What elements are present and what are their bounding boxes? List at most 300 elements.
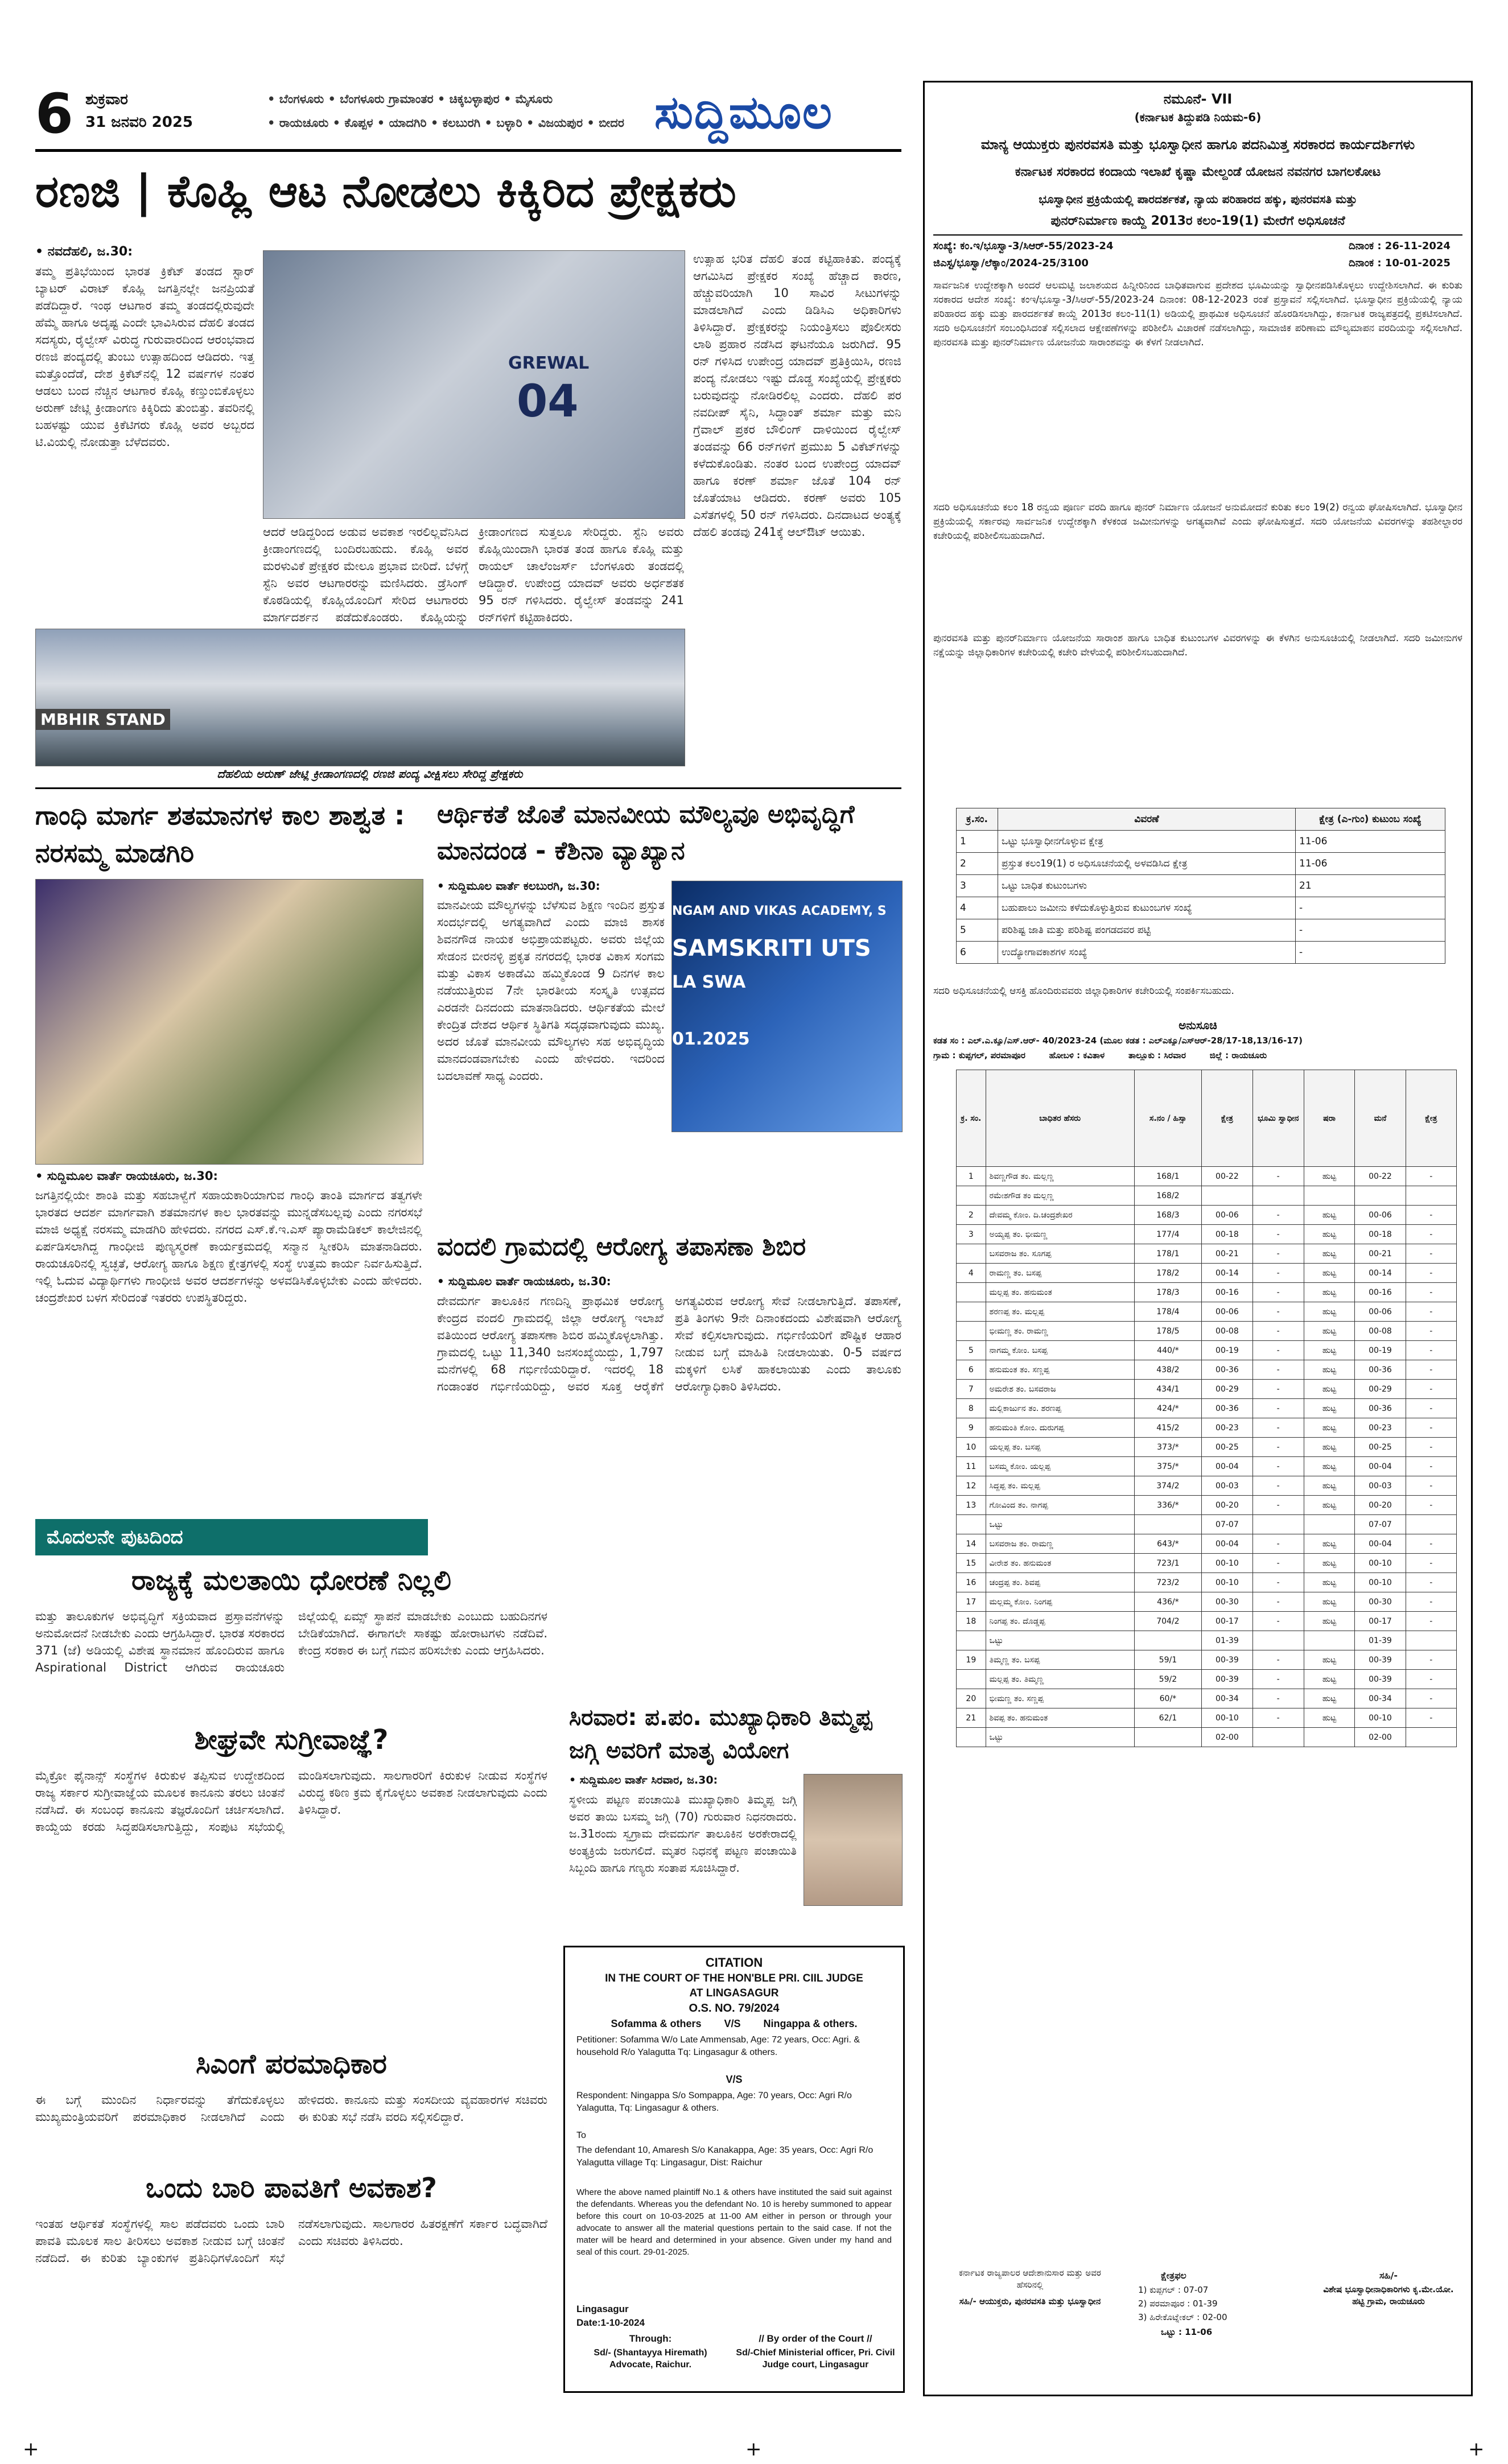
lead-col1: ತಮ್ಮ ಪ್ರತಿಭೆಯಿಂದ ಭಾರತ ಕ್ರಿಕೆಟ್ ತಂಡದ ಸ್ಟಾರ್ ಬ್ಯಾಟರ್ ವಿರಾಟ್ ಕೊಹ್ಲಿ ಜಗತ್ತಿನಲ್ಲೇ ಜನಪ್ರಿಯತೆ ಪಡೆದಿದ್ದಾರೆ. ಇಂಥ ಆಟಗಾರ ತಮ್ಮ ತಂಡದಲ್ಲಿರುವುದೇ ಹೆಮ್ಮೆ ಹಾಗೂ ಅದೃಷ್ಟ ಎಂದೇ ಭಾವಿಸಿರುವ ದೆಹಲಿ ತಂಡದ ಸದಸ್ಯರು, ರೈಲ್ವೇಸ್ ವಿರುದ್ಧ ಗುರುವಾರದಿಂದ ಆರಂಭವಾದ ರಣಜಿ ಪಂದ್ಯದಲ್ಲಿ ತುಂಬು ಉತ್ಸಾಹದಿಂದ ಆಡಿದರು. ಇತ್ತ ಮತ್ತೊಂದೆಡೆ, ದೇಶ ಕ್ರಿಕೆಟ್‌ನಲ್ಲಿ 12 ವರ್ಷಗಳ ನಂತರ ಆಡಲು ಬಂದ ನೆಚ್ಚಿನ ಆಟಗಾರ ಕೊಹ್ಲಿ ಕಣ್ತುಂಬಿಕೊಳ್ಳಲು ಅರುಣ್ ಜೇಟ್ಲಿ ಕ್ರೀಡಾಂಗಣ ಕಿಕ್ಕಿರಿದು ತುಂಬಿತ್ತು. ತವರಿನಲ್ಲಿ ಬಹಳಷ್ಟು ಯುವ ಕ್ರಿಕೆಟಿಗರು ಕೊಹ್ಲಿ ಅವರ ಅಬ್ಬರದ ಟಿ.ವಿಯಲ್ಲಿ ನೋಡುತ್ತಾ ಬೆಳೆದವರು. bbox=[35, 265, 254, 449]
table-cell: 168/3 bbox=[1134, 1206, 1202, 1225]
table-cell: ಯಲ್ಲಪ್ಪ ತಂ. ಬಸಪ್ಪ bbox=[986, 1438, 1134, 1457]
citation-parties: Sofamma & others V/S Ningappa & others. bbox=[611, 2018, 858, 2029]
table-cell: 168/2 bbox=[1134, 1186, 1202, 1206]
ondu-body: ಇಂತಹ ಆರ್ಥಿಕತೆ ಸಂಸ್ಥೆಗಳಲ್ಲಿ ಸಾಲ ಪಡೆದವರು ಒಂದು ಬಾರಿ ಪಾವತಿ ಮೂಲಕ ಸಾಲ ತೀರಿಸಲು ಅವಕಾಶ ನೀಡುವ ಬಗ್ಗೆ ಚಿಂತನೆ ನಡೆದಿದೆ. ಈ ಕುರಿತು ಬ್ಯಾಂಕುಗಳ ಪ್ರತಿನಿಧಿಗಳೊಂದಿಗೆ ಸಭೆ ನಡೆಸಲಾಗುವುದು. ಸಾಲಗಾರರ ಹಿತರಕ್ಷಣೆಗೆ ಸರ್ಕಾರ ಬದ್ಧವಾಗಿದೆ ಎಂದು ಸಚಿವರು ತಿಳಿಸಿದರು. bbox=[35, 2217, 547, 2265]
table-cell: ಬಹುಪಾಲು ಜಮೀನು ಕಳೆದುಕೊಳ್ಳುತ್ತಿರುವ ಕುಟುಂಬಗಳ ಸಂಖ್ಯೆ bbox=[998, 897, 1296, 919]
table-row bbox=[957, 919, 1445, 942]
summary-header-row bbox=[957, 808, 1445, 831]
table-cell: - bbox=[1252, 1225, 1304, 1244]
table-cell: 00-08 bbox=[1355, 1322, 1406, 1341]
masthead-day: ಶುಕ್ರವಾರ bbox=[85, 91, 128, 108]
table-cell bbox=[1134, 1631, 1202, 1650]
table-cell: 2 bbox=[957, 853, 998, 875]
table-cell: ಸಿದ್ದಪ್ಪ ತಂ. ಮಲ್ಲಪ್ಪ bbox=[986, 1476, 1134, 1496]
table-cell: 00-34 bbox=[1355, 1689, 1406, 1708]
table-cell: 00-39 bbox=[1202, 1670, 1252, 1689]
table-cell: ಗೋವಿಂದ ತಂ. ನಾಗಪ್ಪ bbox=[986, 1496, 1134, 1515]
table-cell: 5 bbox=[957, 919, 998, 942]
citation-case-no: O.S. NO. 79/2024 bbox=[689, 2002, 780, 2015]
table-cell: 4 bbox=[957, 1264, 986, 1283]
table-cell: - bbox=[1252, 1322, 1304, 1341]
table-cell: - bbox=[1252, 1592, 1304, 1612]
table-cell bbox=[1134, 1515, 1202, 1534]
gandhi-headline: ಗಾಂಧಿ ಮಾರ್ಗ ಶತಮಾನಗಳ ಕಾಲ ಶಾಶ್ವತ : ನರಸಮ್ಮ ಮಾಡಗಿರಿ bbox=[35, 800, 405, 868]
table-cell: ಪರಿಶಿಷ್ಟ ಜಾತಿ ಮತ್ತು ಪರಿಶಿಷ್ಟ ಪಂಗಡದವರ ಪಟ್ಟಿ bbox=[998, 919, 1296, 942]
table-cell: ಅಮರೇಶ ತಂ. ಬಸವರಾಜ bbox=[986, 1380, 1134, 1399]
table-cell: - bbox=[1406, 1167, 1456, 1186]
table-cell: 00-21 bbox=[1202, 1244, 1252, 1264]
table-cell: 00-10 bbox=[1202, 1708, 1252, 1728]
table-cell: 00-03 bbox=[1355, 1476, 1406, 1496]
table-cell: 62/1 bbox=[1134, 1708, 1202, 1728]
page-number: 6 bbox=[35, 82, 73, 146]
table-cell: 11-06 bbox=[1296, 831, 1445, 853]
table-cell bbox=[1252, 1186, 1304, 1206]
table-cell: 00-21 bbox=[1355, 1244, 1406, 1264]
table-cell: 723/2 bbox=[1134, 1573, 1202, 1592]
table-cell: - bbox=[1406, 1476, 1456, 1496]
citation-title3: AT LINGASAGUR bbox=[689, 1987, 779, 1999]
table-cell: 1 bbox=[957, 831, 998, 853]
table-cell: - bbox=[1296, 919, 1445, 942]
table-row bbox=[957, 853, 1445, 875]
cm-headline: ಸಿಎಂಗೆ ಪರಮಾಧಿಕಾರ bbox=[196, 2048, 387, 2080]
table-cell: - bbox=[1252, 1554, 1304, 1573]
schedule-header: ಕ್ರ. ಸಂ. bbox=[957, 1070, 986, 1167]
schedule-header: ಭೂಮಿ ಸ್ವಾಧೀನ bbox=[1252, 1070, 1304, 1167]
schedule-table bbox=[956, 1070, 1457, 1747]
table-cell: 07-07 bbox=[1202, 1515, 1252, 1534]
table-cell: ವೀರೇಶ ತಂ. ಹನುಮಂತ bbox=[986, 1554, 1134, 1573]
table-cell: 00-22 bbox=[1202, 1167, 1252, 1186]
table-cell bbox=[957, 1322, 986, 1341]
lead-player-photo bbox=[263, 250, 685, 519]
table-cell: 336/* bbox=[1134, 1496, 1202, 1515]
table-cell: 8 bbox=[957, 1399, 986, 1418]
table-cell: ಹುಟ್ಟ bbox=[1304, 1496, 1354, 1515]
citation-defendant: The defendant 10, Amaresh S/o Kanakappa, Age: 35 years, Occ: Agri R/o Yalagutta village Tq: Lingasagur, Dist: Raichur bbox=[576, 2145, 874, 2168]
table-cell: - bbox=[1252, 1244, 1304, 1264]
table-cell: - bbox=[1252, 1341, 1304, 1360]
schedule-header: ಸ.ನಂ / ಹಿಸ್ಸಾ bbox=[1134, 1070, 1202, 1167]
table-cell: ನಾಗಮ್ಮ ಕೋಂ. ಬಸಪ್ಪ bbox=[986, 1341, 1134, 1360]
table-cell bbox=[1406, 1186, 1456, 1206]
table-cell: 18 bbox=[957, 1612, 986, 1631]
table-cell bbox=[957, 1631, 986, 1650]
table-row bbox=[957, 1612, 1457, 1631]
arthikate-body-left: ಮಾನವೀಯ ಮೌಲ್ಯಗಳನ್ನು ಬೆಳೆಸುವ ಶಿಕ್ಷಣ ಇಂದಿನ ಪ್ರಸ್ತುತ ಸಂದರ್ಭದಲ್ಲಿ ಅಗತ್ಯವಾಗಿದೆ ಎಂದು ಮಾಜಿ ಶಾಸಕ ಶಿವನಗೌಡ ನಾಯಕ ಅಭಿಪ್ರಾಯಪಟ್ಟರು. ಅವರು ಜಿಲ್ಲೆಯ ಸೇಡಂನ ಬೀರನಳ್ಳಿ ಪ್ರಕೃತ ನಗರದಲ್ಲಿ ಭಾರತ ವಿಕಾಸ ಸಂಗಮ ಮತ್ತು ವಿಕಾಸ ಅಕಾಡೆಮಿ ಹಮ್ಮಿಕೊಂಡ 9 ದಿನಗಳ ಕಾಲ ನಡೆಯುತ್ತಿರುವ 7ನೇ ಭಾರತೀಯ ಸಂಸ್ಕೃತಿ ಉತ್ಸವದ ಎರಡನೇ ದಿನದಂದು ಮಾತನಾಡಿದರು. ಆರ್ಥಿಕತೆಯ ಮೇಲೆ ಕೇಂದ್ರಿತ ದೇಶದ ಆರ್ಥಿಕ ಸ್ಥಿತಿಗತಿ ಸದೃಢವಾಗುವುದು ಮುಖ್ಯ. ಅದರ ಜೊತೆ ಮಾನವೀಯ ಮೌಲ್ಯಗಳು ಸಹ ಅಭಿವೃದ್ಧಿಯ ಮಾನದಂಡವಾಗಬೇಕು ಎಂದು ಹೇಳಿದರು. ಇದರಿಂದ ಬದಲಾವಣೆ ಸಾಧ್ಯ ಎಂದರು. bbox=[437, 898, 665, 1083]
table-cell: 00-39 bbox=[1202, 1650, 1252, 1670]
sign-left-2: ಸಹಿ/- ಆಯುಕ್ತರು, ಪುನರವಸತಿ ಮತ್ತು ಭೂಸ್ವಾಧೀನ bbox=[959, 2296, 1101, 2306]
table-cell: - bbox=[1296, 942, 1445, 964]
table-cell: 20 bbox=[957, 1689, 986, 1708]
table-cell: ಮಲ್ಲಮ್ಮ ಕೋಂ. ನಿಂಗಪ್ಪ bbox=[986, 1592, 1134, 1612]
notice-form-title: ನಮೂನೆ- VII bbox=[1163, 91, 1233, 107]
table-cell: ಹುಟ್ಟ bbox=[1304, 1457, 1354, 1476]
table-cell bbox=[1355, 1186, 1406, 1206]
schedule-header: ಮನೆ bbox=[1355, 1070, 1406, 1167]
table-cell: 00-19 bbox=[1202, 1341, 1252, 1360]
notice-dept-3: ಭೂಸ್ವಾಧೀನ ಪ್ರಕ್ರಿಯೆಯಲ್ಲಿ ಪಾರದರ್ಶಕತೆ, ನ್ಯಾಯ ಪರಿಹಾರದ ಹಕ್ಕು, ಪುನರವಸತಿ ಮತ್ತು bbox=[1039, 192, 1357, 206]
registration-mark: + bbox=[1468, 2438, 1485, 2461]
schedule-header: ಕ್ಷೇತ್ರ bbox=[1406, 1070, 1456, 1167]
table-cell: 434/1 bbox=[1134, 1380, 1202, 1399]
table-cell: - bbox=[1406, 1341, 1456, 1360]
table-cell: 00-10 bbox=[1202, 1573, 1252, 1592]
table-cell: 374/2 bbox=[1134, 1476, 1202, 1496]
table-cell: 00-08 bbox=[1202, 1322, 1252, 1341]
table-cell: 21 bbox=[957, 1708, 986, 1728]
table-cell: ಹುಟ್ಟ bbox=[1304, 1206, 1354, 1225]
table-cell: - bbox=[1406, 1670, 1456, 1689]
table-cell: - bbox=[1406, 1573, 1456, 1592]
table-cell bbox=[1252, 1631, 1304, 1650]
table-cell: 6 bbox=[957, 942, 998, 964]
table-cell: 6 bbox=[957, 1360, 986, 1380]
table-cell: 178/5 bbox=[1134, 1322, 1202, 1341]
citation-box bbox=[563, 1946, 905, 2393]
table-row bbox=[957, 1689, 1457, 1708]
table-cell: ತಿಮ್ಮಣ್ಣ ತಂ. ಬಸಪ್ಪ bbox=[986, 1650, 1134, 1670]
table-row bbox=[957, 1167, 1457, 1186]
totals-item: ಒಟ್ಟು : 11-06 bbox=[1161, 2327, 1213, 2337]
totals-item: 1) ಕುಪ್ಪಗಲ್ : 07-07 bbox=[1138, 2285, 1209, 2295]
table-row bbox=[957, 1206, 1457, 1225]
table-cell: - bbox=[1406, 1438, 1456, 1457]
table-cell: 14 bbox=[957, 1534, 986, 1554]
table-cell: 00-39 bbox=[1355, 1670, 1406, 1689]
table-cell: 9 bbox=[957, 1418, 986, 1438]
table-cell: 00-22 bbox=[1355, 1167, 1406, 1186]
table-row bbox=[957, 1496, 1457, 1515]
table-row bbox=[957, 942, 1445, 964]
table-cell: - bbox=[1252, 1689, 1304, 1708]
table-cell: 11-06 bbox=[1296, 853, 1445, 875]
table-cell: 19 bbox=[957, 1650, 986, 1670]
citation-body: Where the above named plaintiff No.1 & others have instituted the said suit against the defendants. Whereas you the defendant No. 10 is hereby summoned to appear before this court on 10-03-2025 at 11-00 AM either in person or through your advocate to answer all the material questions pertain to the said case. If not the mater will be heard and determined in your absence. Given under my hand and seal of this court. 29-01-2025. bbox=[576, 2188, 892, 2257]
table-cell: 415/2 bbox=[1134, 1418, 1202, 1438]
table-cell: 177/4 bbox=[1134, 1225, 1202, 1244]
notice-ref2: ಜಿಎಸ್ಟ/ಭೂಸ್ವಾ/ಲೆಕ್ಕಾಂ/2024-25/3100 bbox=[933, 257, 1089, 269]
masthead-editions-1: • ಬೆಂಗಳೂರು • ಬೆಂಗಳೂರು ಗ್ರಾಮಾಂತರ • ಚಿಕ್ಕಬಳ್ಳಾಪುರ • ಮೈಸೂರು bbox=[267, 92, 553, 106]
table-cell: - bbox=[1406, 1225, 1456, 1244]
table-row bbox=[957, 1515, 1457, 1534]
table-cell: 15 bbox=[957, 1554, 986, 1573]
table-cell: 00-16 bbox=[1202, 1283, 1252, 1302]
table-cell: - bbox=[1406, 1322, 1456, 1341]
table-cell: ಅಯ್ಯಪ್ಪ ತಂ. ಭೀಮಣ್ಣ bbox=[986, 1225, 1134, 1244]
lead-col-mid: ಆದರೆ ಆಡಿದ್ದರಿಂದ ಅಡುವ ಅವಕಾಶ ಇರಲಿಲ್ಲವೆನಿಸಿದ ಕ್ರೀಡಾಂಗಣದಲ್ಲಿ ಬಂದಿರಬಹುದು. ಕೊಹ್ಲಿ ಅವರ ಮರಳುವಿಕೆ ಪ್ರೇಕ್ಷಕರ ಮೇಲೂ ಪ್ರಭಾವ ಬೀರಿದೆ. ಬೆಳಗ್ಗೆ ಸ್ಟೆನಿ ಅವರ ಆಟಗಾರರನ್ನು ಮಣಿಸಿದರು. ಡ್ರೆಸಿಂಗ್ ಕೊಠಡಿಯಲ್ಲಿ ಕೊಹ್ಲಿಯೊಂದಿಗೆ ಸೇರಿದ ಆಟಗಾರರು ಮಾರ್ಗದರ್ಶನ ಪಡೆದುಕೊಂಡರು. ಕೊಹ್ಲಿಯನ್ನು ಕ್ರೀಡಾಂಗಣದ ಸುತ್ತಲೂ ಸೇರಿದ್ದರು. ಸ್ಟೆನಿ ಅವರು ಕೊಹ್ಲಿಯಿಂದಾಗಿ ಭಾರತ ತಂಡ ಹಾಗೂ ಕೊಹ್ಲಿ ಮತ್ತು ರಾಯಲ್ ಚಾಲೆಂಜರ್ಸ್ ಬೆಂಗಳೂರು ತಂಡದಲ್ಲಿ ಆಡಿದ್ದಾರೆ. ಉಪೇಂದ್ರ ಯಾದವ್ ಅವರು ಅರ್ಧಶತಕ 95 ರನ್ ಗಳಿಸಿದರು. ರೈಲ್ವೇಸ್ ತಂಡವನ್ನು 241 ರನ್‌ಗಳಿಗೆ ಕಟ್ಟಿಹಾಕಿದರು. bbox=[263, 525, 684, 624]
table-cell: 00-23 bbox=[1202, 1418, 1252, 1438]
table-cell: - bbox=[1406, 1380, 1456, 1399]
citation-vs: V/S bbox=[726, 2074, 743, 2085]
table-cell: ಉದ್ಯೋಗಾವಕಾಶಗಳ ಸಂಖ್ಯೆ bbox=[998, 942, 1296, 964]
table-cell: 00-39 bbox=[1355, 1650, 1406, 1670]
table-cell: 00-36 bbox=[1202, 1360, 1252, 1380]
table-row bbox=[957, 1244, 1457, 1264]
sheeghra-headline: ಶೀಘ್ರವೇ ಸುಗ್ರೀವಾಜ್ಞೆ? bbox=[194, 1724, 389, 1756]
table-cell: 00-04 bbox=[1202, 1534, 1252, 1554]
table-cell: - bbox=[1252, 1302, 1304, 1322]
table-cell: ಹುಟ್ಟ bbox=[1304, 1283, 1354, 1302]
table-cell: ಮಲ್ಲಿಕಾರ್ಜುನ ತಂ. ಶರಣಪ್ಪ bbox=[986, 1399, 1134, 1418]
lead-headline: ರಣಜಿ | ಕೊಹ್ಲಿ ಆಟ ನೋಡಲು ಕಿಕ್ಕಿರಿದ ಪ್ರೇಕ್ಷಕರು bbox=[35, 166, 736, 217]
table-row bbox=[957, 1418, 1457, 1438]
masthead-rule bbox=[35, 149, 901, 152]
table-row bbox=[957, 1476, 1457, 1496]
table-row bbox=[957, 1670, 1457, 1689]
table-cell: ಹುಟ್ಟ bbox=[1304, 1360, 1354, 1380]
table-cell: 00-25 bbox=[1355, 1438, 1406, 1457]
table-cell: 723/1 bbox=[1134, 1554, 1202, 1573]
table-cell: - bbox=[1406, 1650, 1456, 1670]
table-cell: - bbox=[1406, 1689, 1456, 1708]
table-cell: ರಾಮಣ್ಣ ತಂ. ಬಸಪ್ಪ bbox=[986, 1264, 1134, 1283]
table-cell: - bbox=[1406, 1283, 1456, 1302]
table-row bbox=[957, 1534, 1457, 1554]
summary-header: ಕ್ರ.ಸಂ. bbox=[957, 808, 998, 831]
summary-header: ವಿವರಣೆ bbox=[998, 808, 1296, 831]
lead-col-right: ಉತ್ಸಾಹ ಭರಿತ ದೆಹಲಿ ತಂಡ ಕಟ್ಟಿಹಾಕಿತು. ಪಂದ್ಯಕ್ಕೆ ಆಗಮಿಸಿದ ಪ್ರೇಕ್ಷಕರ ಸಂಖ್ಯೆ ಹೆಚ್ಚಾದ ಕಾರಣ, ಹೆಚ್ಚುವರಿಯಾಗಿ 10 ಸಾವಿರ ಸೀಟುಗಳನ್ನು ಮಾಡಲಾಗಿದೆ ಎಂದು ಡಿಡಿಸಿಎ ಅಧಿಕಾರಿಗಳು ತಿಳಿಸಿದ್ದಾರೆ. ಪ್ರೇಕ್ಷಕರನ್ನು ನಿಯಂತ್ರಿಸಲು ಪೊಲೀಸರು ಲಾಠಿ ಪ್ರಹಾರ ನಡೆಸಿದ ಘಟನೆಯೂ ಜರುಗಿದೆ. 95 ರನ್ ಗಳಿಸಿದ ಉಪೇಂದ್ರ ಯಾದವ್ ಪ್ರತಿಕ್ರಿಯಿಸಿ, ರಣಜಿ ಪಂದ್ಯ ನೋಡಲು ಇಷ್ಟು ದೊಡ್ಡ ಸಂಖ್ಯೆಯಲ್ಲಿ ಪ್ರೇಕ್ಷಕರು ಬರುವುದನ್ನು ನೋಡಿರಲಿಲ್ಲ ಎಂದರು. ದೆಹಲಿ ಪರ ನವದೀಪ್ ಸೈನಿ, ಸಿದ್ಧಾಂತ್ ಶರ್ಮಾ ಮತ್ತು ಮನಿ ಗ್ರೆವಾಲ್ ಪ್ರಕರ ಬೌಲಿಂಗ್ ದಾಳಿಯಿಂದ ರೈಲ್ವೇಸ್ ತಂಡವನ್ನು 66 ರನ್‌ಗಳಿಗೆ ಪ್ರಮುಖ 5 ವಿಕೆಟ್‌ಗಳನ್ನು ಕಳೆದುಕೊಂಡಿತು. ನಂತರ ಬಂದ ಉಪೇಂದ್ರ ಯಾದವ್ ಹಾಗೂ ಕರಣ್ ಶರ್ಮಾ ಜೊತೆ 104 ರನ್ ಜೊತೆಯಾಟ ಆಡಿದರು. ಕರಣ್ ಅವರು 105 ಎಸೆತಗಳಲ್ಲಿ 50 ರನ್ ಗಳಿಸಿದರು. ದಿನದಾಟದ ಅಂತ್ಯಕ್ಕೆ ದೆಹಲಿ ತಂಡವು 241ಕ್ಕೆ ಆಲ್‌ಔಟ್ ಆಯಿತು. bbox=[693, 252, 901, 539]
table-cell bbox=[1406, 1728, 1456, 1747]
table-cell: 00-06 bbox=[1355, 1302, 1406, 1322]
table-cell: 375/* bbox=[1134, 1457, 1202, 1476]
citation-order: // By order of the Court // bbox=[759, 2333, 872, 2344]
table-cell: - bbox=[1252, 1457, 1304, 1476]
table-cell: 00-06 bbox=[1202, 1302, 1252, 1322]
table-cell: 00-36 bbox=[1355, 1399, 1406, 1418]
table-cell: 00-14 bbox=[1202, 1264, 1252, 1283]
table-row bbox=[957, 1186, 1457, 1206]
table-cell: ಶಿವಣ್ಣಗೌಡ ತಂ. ಮಲ್ಲಣ್ಣ bbox=[986, 1167, 1134, 1186]
table-cell: ಮಲ್ಲಪ್ಪ ತಂ. ಹನುಮಂತ bbox=[986, 1283, 1134, 1302]
obit-headline: ಸಿರವಾರ: ಪ.ಪಂ. ಮುಖ್ಯಾಧಿಕಾರಿ ತಿಮ್ಮಪ್ಪ ಜಗ್ಗಿ ಅವರಿಗೆ ಮಾತೃ ವಿಯೋಗ bbox=[569, 1704, 872, 1764]
section-banner-label: ಮೊದಲನೇ ಪುಟದಿಂದ bbox=[47, 1526, 183, 1549]
notice-dept-1: ಮಾನ್ಯ ಆಯುಕ್ತರು ಪುನರವಸತಿ ಮತ್ತು ಭೂಸ್ವಾಧೀನ ಹಾಗೂ ಪದನಿಮಿತ್ತ ಸರಕಾರದ ಕಾರ್ಯದರ್ಶಿಗಳು bbox=[980, 137, 1415, 152]
table-cell: ಹುಟ್ಟ bbox=[1304, 1264, 1354, 1283]
table-row bbox=[957, 1728, 1457, 1747]
table-row bbox=[957, 1457, 1457, 1476]
table-cell: ಹುಟ್ಟ bbox=[1304, 1438, 1354, 1457]
table-cell: 00-29 bbox=[1202, 1380, 1252, 1399]
registration-mark: + bbox=[23, 2438, 39, 2461]
vandali-dateline: • ಸುದ್ದಿಮೂಲ ವಾರ್ತೆ ರಾಯಚೂರು, ಜ.30: bbox=[437, 1274, 611, 1288]
table-cell: ಬಸವರಾಜ ತಂ. ರಾಮಣ್ಣ bbox=[986, 1534, 1134, 1554]
masthead-logo: ಸುದ್ದಿಮೂಲ bbox=[654, 86, 833, 139]
table-cell bbox=[1304, 1631, 1354, 1650]
table-cell: - bbox=[1252, 1264, 1304, 1283]
table-cell: 01-39 bbox=[1355, 1631, 1406, 1650]
table-cell: - bbox=[1252, 1670, 1304, 1689]
table-cell: ಪ್ರಸ್ತುತ ಕಲಂ19(1) ರ ಅಧಿಸೂಚನೆಯಲ್ಲಿ ಅಳವಡಿಸಿದ ಕ್ಷೇತ್ರ bbox=[998, 853, 1296, 875]
table-cell: ಭೀಮಣ್ಣ ತಂ. ರಾಮಣ್ಣ bbox=[986, 1322, 1134, 1341]
table-cell: 02-00 bbox=[1202, 1728, 1252, 1747]
schedule-header: ಬಾಧಿತರ ಹೆಸರು bbox=[986, 1070, 1134, 1167]
table-cell: ಹುಟ್ಟ bbox=[1304, 1612, 1354, 1631]
table-cell: 00-34 bbox=[1202, 1689, 1252, 1708]
table-cell bbox=[1304, 1186, 1354, 1206]
table-cell: ಶರಣಪ್ಪ ತಂ. ಮಲ್ಲಪ್ಪ bbox=[986, 1302, 1134, 1322]
table-row bbox=[957, 1264, 1457, 1283]
obit-photo bbox=[804, 1774, 903, 1906]
table-cell: ರಮೇಶಗೌಡ ತಂ ಮಲ್ಲಣ್ಣ bbox=[986, 1186, 1134, 1206]
table-cell: - bbox=[1406, 1554, 1456, 1573]
table-cell: - bbox=[1252, 1573, 1304, 1592]
table-cell: 07-07 bbox=[1355, 1515, 1406, 1534]
table-cell: - bbox=[1406, 1708, 1456, 1728]
table-cell: - bbox=[1296, 897, 1445, 919]
table-cell bbox=[957, 1302, 986, 1322]
table-cell: ಹುಟ್ಟ bbox=[1304, 1418, 1354, 1438]
table-cell: 00-20 bbox=[1202, 1496, 1252, 1515]
table-cell: 00-06 bbox=[1202, 1206, 1252, 1225]
table-row bbox=[957, 1438, 1457, 1457]
citation-to: To bbox=[576, 2131, 586, 2140]
table-cell: - bbox=[1406, 1592, 1456, 1612]
table-cell: ಬಸವರಾಜ ತಂ. ಸೂಗಪ್ಪ bbox=[986, 1244, 1134, 1264]
citation-title2: IN THE COURT OF THE HON'BLE PRI. CIIL JUDGE bbox=[605, 1972, 863, 1984]
table-cell: 01-39 bbox=[1202, 1631, 1252, 1650]
table-cell: ಮಲ್ಲಪ್ಪ ತಂ. ತಿಮ್ಮಣ್ಣ bbox=[986, 1670, 1134, 1689]
lead-rule-bottom bbox=[35, 787, 901, 789]
sign-right-2: ವಿಶೇಷ ಭೂಸ್ವಾಧೀನಾಧಿಕಾರಿಗಳು ಕೃ.ಮೇ.ಯೋ. ಹಟ್ಟಿ ಗ್ರಾಮ, ರಾಯಚೂರು bbox=[1323, 2284, 1454, 2306]
table-cell: 2 bbox=[957, 1206, 986, 1225]
table-cell: 00-10 bbox=[1202, 1554, 1252, 1573]
notice-dept-2: ಕರ್ನಾಟಕ ಸರಕಾರದ ಕಂದಾಯ ಇಲಾಖೆ ಕೃಷ್ಣಾ ಮೇಲ್ದಂಡೆ ಯೋಜನ ನವನಗರ ಬಾಗಲಕೋಟ bbox=[1015, 165, 1381, 179]
table-cell bbox=[1304, 1728, 1354, 1747]
cm-body: ಈ ಬಗ್ಗೆ ಮುಂದಿನ ನಿರ್ಧಾರವನ್ನು ತೆಗೆದುಕೊಳ್ಳಲು ಮುಖ್ಯಮಂತ್ರಿಯವರಿಗೆ ಪರಮಾಧಿಕಾರ ನೀಡಲಾಗಿದೆ ಎಂದು ಹೇಳಿದರು. ಕಾನೂನು ಮತ್ತು ಸಂಸದೀಯ ವ್ಯವಹಾರಗಳ ಸಚಿವರು ಈ ಕುರಿತು ಸಭೆ ನಡೆಸಿ ವರದಿ ಸಲ್ಲಿಸಲಿದ್ದಾರೆ. bbox=[35, 2093, 547, 2124]
table-cell: 00-17 bbox=[1355, 1612, 1406, 1631]
sign-right: ಸಹಿ/- bbox=[1379, 2270, 1398, 2281]
table-cell: - bbox=[1406, 1496, 1456, 1515]
table-cell: 00-16 bbox=[1355, 1283, 1406, 1302]
citation-title1: CITATION bbox=[705, 1955, 763, 1970]
arthikate-photo bbox=[671, 881, 903, 1132]
vandali-body: ದೇವದುರ್ಗ ತಾಲೂಕಿನ ಗಣದಿನ್ನಿ ಪ್ರಾಥಮಿಕ ಆರೋಗ್ಯ ಕೇಂದ್ರದ ವಂದಲಿ ಗ್ರಾಮದಲ್ಲಿ ಜಿಲ್ಲಾ ಆರೋಗ್ಯ ಇಲಾಖೆ ವತಿಯಿಂದ ಆರೋಗ್ಯ ತಪಾಸಣಾ ಶಿಬಿರ ಹಮ್ಮಿಕೊಳ್ಳಲಾಗಿತ್ತು. ಗ್ರಾಮದಲ್ಲಿ ಒಟ್ಟು 11,340 ಜನಸಂಖ್ಯೆಯಿದ್ದು, 1,797 ಮನೆಗಳಲ್ಲಿ 68 ಗರ್ಭಿಣಿಯರಿದ್ದಾರೆ. ಇದರಲ್ಲಿ 18 ಗಂಡಾಂತರ ಗರ್ಭಿಣಿಯರಿದ್ದು, ಅವರ ಸೂಕ್ತ ಆರೈಕೆಗೆ ಅಗತ್ಯವಿರುವ ಆರೋಗ್ಯ ಸೇವೆ ನೀಡಲಾಗುತ್ತಿದೆ. ತಪಾಸಣೆ, ಪ್ರತಿ ತಿಂಗಳು 9ನೇ ದಿನಾಂಕದಂದು ವಿಶೇಷವಾಗಿ ಆರೋಗ್ಯ ಸೇವೆ ಕಲ್ಪಿಸಲಾಗುವುದು. ಗರ್ಭಿಣಿಯರಿಗೆ ಪೌಷ್ಟಿಕ ಆಹಾರ ನೀಡುವ ಬಗ್ಗೆ ಮಾಹಿತಿ ನೀಡಲಾಯಿತು. 0-5 ವರ್ಷದ ಮಕ್ಕಳಿಗೆ ಲಸಿಕೆ ಹಾಕಲಾಯಿತು ಎಂದು ತಾಲೂಕು ಆರೋಗ್ಯಾಧಿಕಾರಿ ತಿಳಿಸಿದರು. bbox=[437, 1294, 901, 1393]
table-cell: 438/2 bbox=[1134, 1360, 1202, 1380]
table-cell: - bbox=[1252, 1612, 1304, 1631]
banner-text-1: NGAM AND VIKAS ACADEMY, S bbox=[672, 904, 887, 918]
table-cell: 178/2 bbox=[1134, 1264, 1202, 1283]
table-cell: 1 bbox=[957, 1167, 986, 1186]
table-cell: 424/* bbox=[1134, 1399, 1202, 1418]
banner-text-2: SAMSKRITI UTS bbox=[672, 935, 871, 961]
table-cell bbox=[957, 1728, 986, 1747]
schedule-header-row bbox=[957, 1070, 1457, 1167]
table-cell: - bbox=[1406, 1360, 1456, 1380]
table-cell: 00-03 bbox=[1202, 1476, 1252, 1496]
table-cell: 00-10 bbox=[1355, 1573, 1406, 1592]
table-cell: - bbox=[1406, 1302, 1456, 1322]
table-cell bbox=[1304, 1515, 1354, 1534]
table-cell: - bbox=[1252, 1650, 1304, 1670]
table-cell: ಹುಟ್ಟ bbox=[1304, 1592, 1354, 1612]
table-cell bbox=[957, 1186, 986, 1206]
table-cell: 00-30 bbox=[1202, 1592, 1252, 1612]
table-cell: 643/* bbox=[1134, 1534, 1202, 1554]
citation-advocate: Sd/- (Shantayya Hiremath) Advocate, Raichur. bbox=[594, 2348, 707, 2370]
table-cell: 17 bbox=[957, 1592, 986, 1612]
table-cell: - bbox=[1406, 1206, 1456, 1225]
table-cell: 21 bbox=[1296, 875, 1445, 897]
table-cell: ಒಟ್ಟು bbox=[986, 1631, 1134, 1650]
table-row bbox=[957, 897, 1445, 919]
table-cell: 00-06 bbox=[1355, 1206, 1406, 1225]
table-cell: ಹುಟ್ಟ bbox=[1304, 1708, 1354, 1728]
citation-officer: Sd/-Chief Ministerial officer, Pri. Civil Judge court, Lingasagur bbox=[736, 2348, 895, 2370]
banner-text-3: LA SWA bbox=[672, 972, 746, 992]
notice-para1: ಸಾರ್ವಜನಿಕ ಉದ್ದೇಶಕ್ಕಾಗಿ ಅಂದರೆ ಆಲಮಟ್ಟಿ ಜಲಾಶಯದ ಹಿನ್ನೀರಿನಿಂದ ಬಾಧಿತವಾಗುವ ಪ್ರದೇಶದ ಭೂಮಿಯನ್ನು ಸ್ವಾಧೀನಪಡಿಸಿಕೊಳ್ಳಲು ಉದ್ದೇಶಿಸಲಾಗಿದೆ. ಈ ಕುರಿತು ಸರಕಾರದ ಆದೇಶ ಸಂಖ್ಯೆ: ಕಂಇ/ಭೂಸ್ವಾ-3/ಸಿಆರ್-55/2023-24 ದಿನಾಂಕ: 08-12-2023 ರಂತೆ ಪ್ರಸ್ತಾವನೆ ಸಲ್ಲಿಸಲಾಗಿದೆ. ಭೂಸ್ವಾಧೀನ ಪ್ರಕ್ರಿಯೆಯಲ್ಲಿ ನ್ಯಾಯ ಪರಿಹಾರದ ಹಕ್ಕು ಮತ್ತು ಪಾರದರ್ಶಕತೆ ಕಾಯ್ದೆ 2013ರ ಕಲಂ-11(1) ಅಡಿಯಲ್ಲಿ ಪ್ರಾಥಮಿಕ ಅಧಿಸೂಚನೆ ಹೊರಡಿಸಲಾಗಿದ್ದು, ಕರ್ನಾಟಕ ರಾಜ್ಯಪತ್ರದಲ್ಲಿ ಪ್ರಕಟಿಸಲಾಗಿದೆ. ಸದರಿ ಅಧಿಸೂಚನೆಗೆ ಸಂಬಂಧಿಸಿದಂತೆ ಸಲ್ಲಿಸಲಾದ ಆಕ್ಷೇಪಣೆಗಳನ್ನು ಪರಿಶೀಲಿಸಿ ವಿಚಾರಣೆ ನಡೆಸಲಾಗಿದ್ದು, ಸಾಮಾಜಿಕ ಪರಿಣಾಮ ಮೌಲ್ಯಮಾಪನ ವರದಿಯನ್ನು ಸಲ್ಲಿಸಲಾಗಿದೆ. ಪುನರವಸತಿ ಮತ್ತು ಪುನರ್‌ನಿರ್ಮಾಣ ಯೋಜನೆಯ ಸಾರಾಂಶವನ್ನು ಈ ಕೆಳಗೆ ನೀಡಲಾಗಿದೆ. bbox=[933, 280, 1462, 348]
totals-item: 3) ಹಿರೇಕೊಟ್ನೇಕಲ್ : 02-00 bbox=[1138, 2312, 1227, 2322]
table-cell bbox=[1202, 1186, 1252, 1206]
arthikate-dateline: • ಸುದ್ದಿಮೂಲ ವಾರ್ತೆ ಕಲಬುರಗಿ, ಜ.30: bbox=[437, 879, 600, 893]
table-cell: ಹುಟ್ಟ bbox=[1304, 1302, 1354, 1322]
table-cell bbox=[1252, 1515, 1304, 1534]
table-cell: 00-10 bbox=[1355, 1708, 1406, 1728]
table-row bbox=[957, 1708, 1457, 1728]
table-row bbox=[957, 1283, 1457, 1302]
obit-body: ಸ್ಥಳೀಯ ಪಟ್ಟಣ ಪಂಚಾಯಿತಿ ಮುಖ್ಯಾಧಿಕಾರಿ ತಿಮ್ಮಪ್ಪ ಜಗ್ಗಿ ಅವರ ತಾಯಿ ಬಸಮ್ಮ ಜಗ್ಗಿ (70) ಗುರುವಾರ ನಿಧನರಾದರು. ಜ.31ರಂದು ಸ್ವಗ್ರಾಮ ದೇವದುರ್ಗ ತಾಲೂಕಿನ ಅರಕೇರಾದಲ್ಲಿ ಅಂತ್ಯಕ್ರಿಯೆ ಜರುಗಲಿದೆ. ಮೃತರ ನಿಧನಕ್ಕೆ ಪಟ್ಟಣ ಪಂಚಾಯಿತಿ ಸಿಬ್ಬಂದಿ ಹಾಗೂ ಗಣ್ಯರು ಸಂತಾಪ ಸೂಚಿಸಿದ್ದಾರೆ. bbox=[569, 1793, 797, 1875]
table-cell: 13 bbox=[957, 1496, 986, 1515]
table-cell: - bbox=[1406, 1612, 1456, 1631]
table-cell: - bbox=[1252, 1206, 1304, 1225]
table-cell bbox=[957, 1670, 986, 1689]
table-cell: ದೇವಮ್ಮ ಕೋಂ. ದಿ.ಚಂದ್ರಶೇಖರ bbox=[986, 1206, 1134, 1225]
table-cell: - bbox=[1252, 1360, 1304, 1380]
table-row bbox=[957, 1554, 1457, 1573]
table-row bbox=[957, 1225, 1457, 1244]
table-cell: 00-04 bbox=[1355, 1534, 1406, 1554]
notice-form-sub: (ಕರ್ನಾಟಕ ತಿದ್ದುಪಡಿ ನಿಯಮ-6) bbox=[1134, 110, 1262, 124]
table-row bbox=[957, 1341, 1457, 1360]
masthead-editions-2: • ರಾಯಚೂರು • ಕೊಪ್ಪಳ • ಯಾದಗಿರಿ • ಕಲಬುರಗಿ • ಬಳ್ಳಾರಿ • ವಿಜಯಪುರ • ಬೀದರ bbox=[267, 116, 624, 130]
lead-dateline: • ನವದೆಹಲಿ, ಜ.30: bbox=[35, 245, 133, 259]
section-banner bbox=[35, 1519, 428, 1555]
notice-para4: ಸದರಿ ಅಧಿಸೂಚನೆಯಲ್ಲಿ ಆಸಕ್ತಿ ಹೊಂದಿರುವವರು ಜಿಲ್ಲಾಧಿಕಾರಿಗಳ ಕಚೇರಿಯಲ್ಲಿ ಸಂಪರ್ಕಿಸಬಹುದು. bbox=[933, 985, 1234, 997]
table-cell: - bbox=[1252, 1418, 1304, 1438]
player-jersey-name: GREWAL bbox=[508, 353, 590, 373]
table-cell: 59/1 bbox=[1134, 1650, 1202, 1670]
table-cell: ಹುಟ್ಟ bbox=[1304, 1534, 1354, 1554]
player-jersey-number: 04 bbox=[517, 376, 579, 427]
table-cell: 60/* bbox=[1134, 1689, 1202, 1708]
table-cell: 02-00 bbox=[1355, 1728, 1406, 1747]
citation-through: Through: bbox=[629, 2333, 672, 2344]
table-cell: 00-36 bbox=[1355, 1360, 1406, 1380]
table-cell: 00-14 bbox=[1355, 1264, 1406, 1283]
sheeghra-body: ಮೈಕ್ರೋ ಫೈನಾನ್ಸ್ ಸಂಸ್ಥೆಗಳ ಕಿರುಕುಳ ತಪ್ಪಿಸುವ ಉದ್ದೇಶದಿಂದ ರಾಜ್ಯ ಸರ್ಕಾರ ಸುಗ್ರೀವಾಜ್ಞೆಯ ಮೂಲಕ ಕಾನೂನು ತರಲು ಚಿಂತನೆ ನಡೆಸಿದೆ. ಈ ಸಂಬಂಧ ಕಾನೂನು ತಜ್ಞರೊಂದಿಗೆ ಚರ್ಚಿಸಲಾಗಿದೆ. ಕಾಯ್ದೆಯ ಕರಡು ಸಿದ್ಧಪಡಿಸಲಾಗುತ್ತಿದ್ದು, ಸಂಪುಟ ಸಭೆಯಲ್ಲಿ ಮಂಡಿಸಲಾಗುವುದು. ಸಾಲಗಾರರಿಗೆ ಕಿರುಕುಳ ನೀಡುವ ಸಂಸ್ಥೆಗಳ ವಿರುದ್ಧ ಕಠಿಣ ಕ್ರಮ ಕೈಗೊಳ್ಳಲು ಅವಕಾಶ ನೀಡಲಾಗುವುದು ಎಂದು ತಿಳಿಸಿದ್ದಾರೆ. bbox=[35, 1769, 547, 1834]
table-cell: 00-18 bbox=[1355, 1225, 1406, 1244]
table-cell: 16 bbox=[957, 1573, 986, 1592]
table-cell: 704/2 bbox=[1134, 1612, 1202, 1631]
table-cell: - bbox=[1406, 1244, 1456, 1264]
table-cell: ಒಟ್ಟು ಭೂಸ್ವಾಧೀನಗೊಳ್ಳುವ ಕ್ಷೇತ್ರ bbox=[998, 831, 1296, 853]
table-cell: ಹುಟ್ಟ bbox=[1304, 1341, 1354, 1360]
obit-dateline: • ಸುದ್ದಿಮೂಲ ವಾರ್ತೆ ಸಿರವಾರ, ಜ.30: bbox=[569, 1774, 718, 1786]
notice-rule bbox=[933, 234, 1462, 236]
table-cell: ಹುಟ್ಟ bbox=[1304, 1554, 1354, 1573]
table-cell: - bbox=[1252, 1380, 1304, 1399]
gandhi-photo bbox=[35, 879, 423, 1165]
summary-table bbox=[956, 808, 1445, 964]
rajya-headline: ರಾಜ್ಯಕ್ಕೆ ಮಲತಾಯಿ ಧೋರಣೆ ನಿಲ್ಲಲಿ bbox=[131, 1565, 451, 1596]
table-cell: 00-04 bbox=[1355, 1457, 1406, 1476]
table-cell: ಹುಟ್ಟ bbox=[1304, 1225, 1354, 1244]
sign-left: ಕರ್ನಾಟಕ ರಾಜ್ಯಪಾಲರ ಆದೇಶಾನುಸಾರ ಮತ್ತು ಅವರ ಹೆಸರಿನಲ್ಲಿ bbox=[959, 2268, 1101, 2290]
table-cell: 168/1 bbox=[1134, 1167, 1202, 1186]
table-cell: 00-25 bbox=[1202, 1438, 1252, 1457]
table-cell: ಹುಟ್ಟ bbox=[1304, 1380, 1354, 1399]
